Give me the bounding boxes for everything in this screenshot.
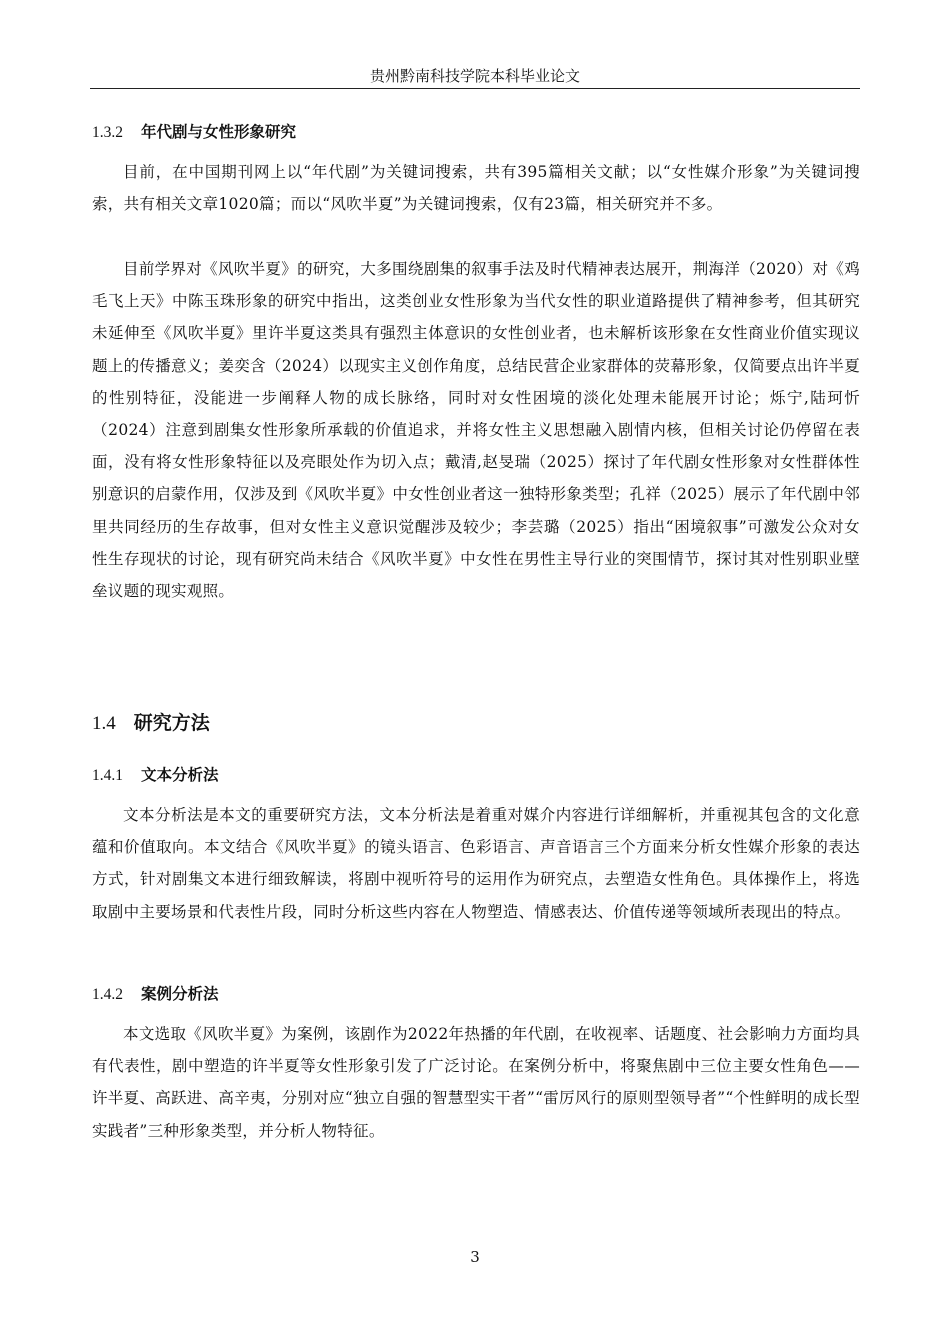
section-title: 年代剧与女性形象研究 xyxy=(141,123,297,141)
section-number: 1.4.2 xyxy=(92,986,123,1003)
section-number: 1.4 xyxy=(92,713,116,734)
section-title: 研究方法 xyxy=(133,712,210,734)
paragraph-case-analysis: 本文选取《风吹半夏》为案例，该剧作为2022年热播的年代剧，在收视率、话题度、社会影响力方面均具有代表性，剧中塑造的许半夏等女性形象引发了广泛讨论。在案例分析中，将聚焦剧中三位主要女性角色——许半夏、高跃进、高辛夷，分别对应“独立自强的智慧型实干者”“雷厉风行的原则型领导者”“个性鲜明的成长型实践者”三种形象类型，并分析人物特征。 xyxy=(92,1025,860,1140)
paragraph-search-stats: 目前，在中国期刊网上以“年代剧”为关键词搜索，共有395篇相关文献；以“女性媒介形象”为关键词搜索，共有相关文章1020篇；而以“风吹半夏”为关键词搜索，仅有23篇，相关研究并不多。 xyxy=(92,163,860,214)
section-number: 1.4.1 xyxy=(92,767,123,784)
section-number: 1.3.2 xyxy=(92,124,123,141)
section-heading-1-4-1 xyxy=(92,763,219,785)
section-title: 案例分析法 xyxy=(141,985,219,1003)
page-number: 3 xyxy=(470,1248,480,1266)
section-heading-1-4-2 xyxy=(92,982,219,1004)
section-heading-1-4 xyxy=(92,708,210,735)
paragraph-text-analysis: 文本分析法是本文的重要研究方法，文本分析法是着重对媒介内容进行详细解析，并重视其包含的文化意蕴和价值取向。本文结合《风吹半夏》的镜头语言、色彩语言、声音语言三个方面来分析女性媒介形象的表达方式，针对剧集文本进行细致解读，将剧中视听符号的运用作为研究点，去塑造女性角色。具体操作上，将选取剧中主要场景和代表性片段，同时分析这些内容在人物塑造、情感表达、价值传递等领域所表现出的特点。 xyxy=(92,806,860,921)
section-title: 文本分析法 xyxy=(141,766,219,784)
page-header: 贵州黔南科技学院本科毕业论文 xyxy=(90,66,860,89)
paragraph-literature-review: 目前学界对《风吹半夏》的研究，大多围绕剧集的叙事手法及时代精神表达展开，荆海洋（2020）对《鸡毛飞上天》中陈玉珠形象的研究中指出，这类创业女性形象为当代女性的职业道路提供了精神参考，但其研究未延伸至《风吹半夏》里许半夏这类具有强烈主体意识的女性创业者，也未解析该形象在女性商业价值实现议题上的传播意义；姜奕含（2024）以现实主义创作角度，总结民营企业家群体的荧幕形象，仅简要点出许半夏的性别特征，没能进一步阐释人物的成长脉络，同时对女性困境的淡化处理未能展开讨论；烁宁,陆珂忻（2024）注意到剧集女性形象所承载的价值追求，并将女性主义思想融入剧情内核，但相关讨论仍停留在表面，没有将女性形象特征以及亮眼处作为切入点；戴清,赵旻瑞（2025）探讨了年代剧女性形象对女性群体性别意识的启蒙作用，仅涉及到《风吹半夏》中女性创业者这一独特形象类型；孔祥（2025）展示了年代剧中邻里共同经历的生存故事，但对女性主义意识觉醒涉及较少；李芸璐（2025）指出“困境叙事”可激发公众对女性生存现状的讨论，现有研究尚未结合《风吹半夏》中女性在男性主导行业的突围情节，探讨其对性别职业壁垒议题的现实观照。 xyxy=(92,260,860,601)
section-heading-1-3-2 xyxy=(92,120,296,142)
